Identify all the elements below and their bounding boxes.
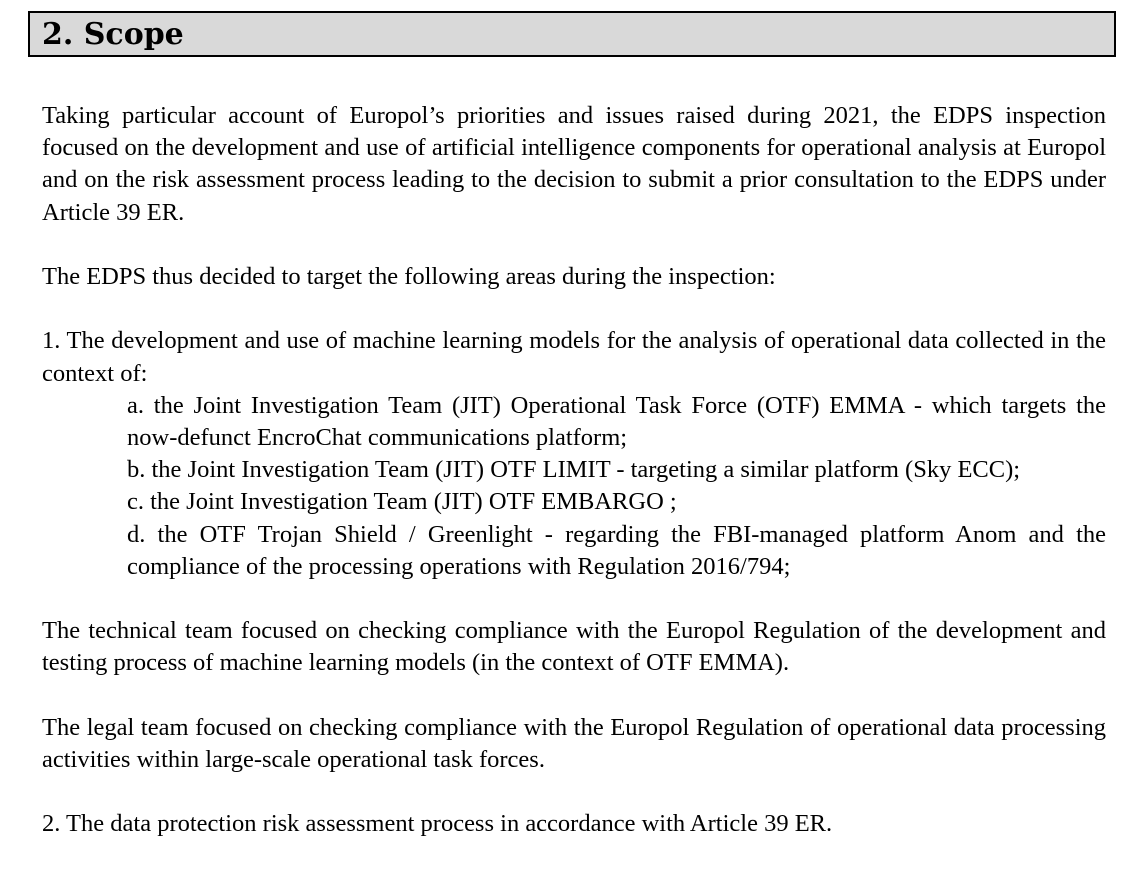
paragraph-legal-team: The legal team focused on checking compliance with the Europol Regulation of operational data processing activities within large-scale operational task forces. xyxy=(42,713,1106,773)
paragraph-areas-intro: The EDPS thus decided to target the following areas during the inspection: xyxy=(42,263,776,290)
sub-list-item-a: a. the Joint Investigation Team (JIT) Operational Task Force (OTF) EMMA - which targets the now-defunct EncroChat communications platform; xyxy=(127,391,1106,451)
paragraph-intro: Taking particular account of Europol’s priorities and issues raised during 2021, the EDPS inspection focused on the development and use of artificial intelligence components for operational analysis at Europol and on the risk assessment process leading to the decision to submit a prior consultation to the EDPS under Article 39 ER. xyxy=(42,102,1106,226)
list-item-2: 2. The data protection risk assessment process in accordance with Article 39 ER. xyxy=(42,810,833,838)
document-body xyxy=(42,100,1106,841)
list-item-1: 1. The development and use of machine learning models for the analysis of operational data collected in the context of: xyxy=(42,327,1106,387)
sub-list xyxy=(42,390,1106,583)
section-heading-box xyxy=(28,11,1116,57)
sub-list-item-d: d. the OTF Trojan Shield / Greenlight - regarding the FBI-managed platform Anom and the compliance of the processing operations with Regulation 2016/794; xyxy=(127,520,1106,580)
section-heading: 2. Scope xyxy=(42,17,184,52)
sub-list-item-c: c. the Joint Investigation Team (JIT) OTF EMBARGO ; xyxy=(127,488,677,516)
paragraph-technical-team: The technical team focused on checking compliance with the Europol Regulation of the development and testing process of machine learning models (in the context of OTF EMMA). xyxy=(42,617,1106,677)
sub-list-item-b: b. the Joint Investigation Team (JIT) OTF LIMIT - targeting a similar platform (Sky ECC); xyxy=(127,456,1021,484)
